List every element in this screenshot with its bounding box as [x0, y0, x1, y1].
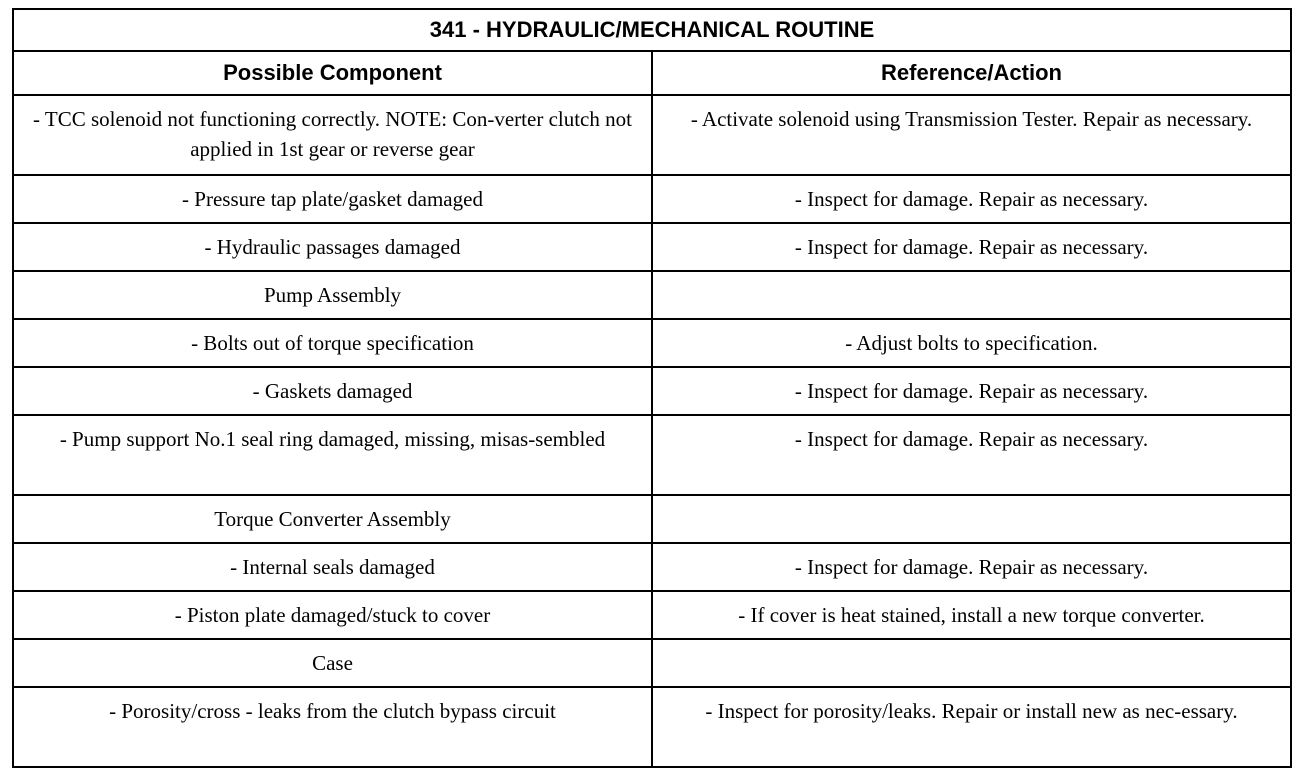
action-cell: - Inspect for damage. Repair as necessary.: [652, 415, 1291, 495]
section-heading-cell: Torque Converter Assembly: [13, 495, 652, 543]
action-cell: - Inspect for damage. Repair as necessary.: [652, 175, 1291, 223]
table-row: [13, 271, 1291, 319]
component-cell: - Internal seals damaged: [13, 543, 652, 591]
table-row: [13, 687, 1291, 767]
action-cell: [652, 639, 1291, 687]
action-cell: - Inspect for damage. Repair as necessary.: [652, 223, 1291, 271]
table-row: [13, 175, 1291, 223]
component-cell: - Hydraulic passages damaged: [13, 223, 652, 271]
column-header-component: Possible Component: [13, 51, 652, 95]
component-cell: - Piston plate damaged/stuck to cover: [13, 591, 652, 639]
table-header-row: [13, 51, 1291, 95]
component-cell: - Pressure tap plate/gasket damaged: [13, 175, 652, 223]
column-header-action: Reference/Action: [652, 51, 1291, 95]
action-cell: [652, 495, 1291, 543]
action-cell: - Inspect for damage. Repair as necessary.: [652, 543, 1291, 591]
table-row: [13, 415, 1291, 495]
component-cell: - TCC solenoid not functioning correctly. NOTE: Con-verter clutch not applied in 1st gear or reverse gear: [13, 95, 652, 175]
table-row: [13, 223, 1291, 271]
table-title-row: [13, 9, 1291, 51]
component-cell: - Porosity/cross - leaks from the clutch bypass circuit: [13, 687, 652, 767]
table-row: [13, 495, 1291, 543]
action-cell: [652, 271, 1291, 319]
component-cell: - Bolts out of torque specification: [13, 319, 652, 367]
table-row: [13, 543, 1291, 591]
component-cell: - Gaskets damaged: [13, 367, 652, 415]
section-heading-cell: Pump Assembly: [13, 271, 652, 319]
table-row: [13, 591, 1291, 639]
table-row: [13, 95, 1291, 175]
table-title: 341 - HYDRAULIC/MECHANICAL ROUTINE: [13, 9, 1291, 51]
table-row: [13, 639, 1291, 687]
action-cell: - If cover is heat stained, install a new torque converter.: [652, 591, 1291, 639]
action-cell: - Activate solenoid using Transmission Tester. Repair as necessary.: [652, 95, 1291, 175]
table-row: [13, 367, 1291, 415]
action-cell: - Inspect for porosity/leaks. Repair or install new as nec-essary.: [652, 687, 1291, 767]
section-heading-cell: Case: [13, 639, 652, 687]
diagnostic-table: [12, 8, 1292, 768]
action-cell: - Adjust bolts to specification.: [652, 319, 1291, 367]
table-row: [13, 319, 1291, 367]
component-cell: - Pump support No.1 seal ring damaged, missing, misas-sembled: [13, 415, 652, 495]
action-cell: - Inspect for damage. Repair as necessary.: [652, 367, 1291, 415]
diagnostic-table-container: [12, 8, 1290, 768]
